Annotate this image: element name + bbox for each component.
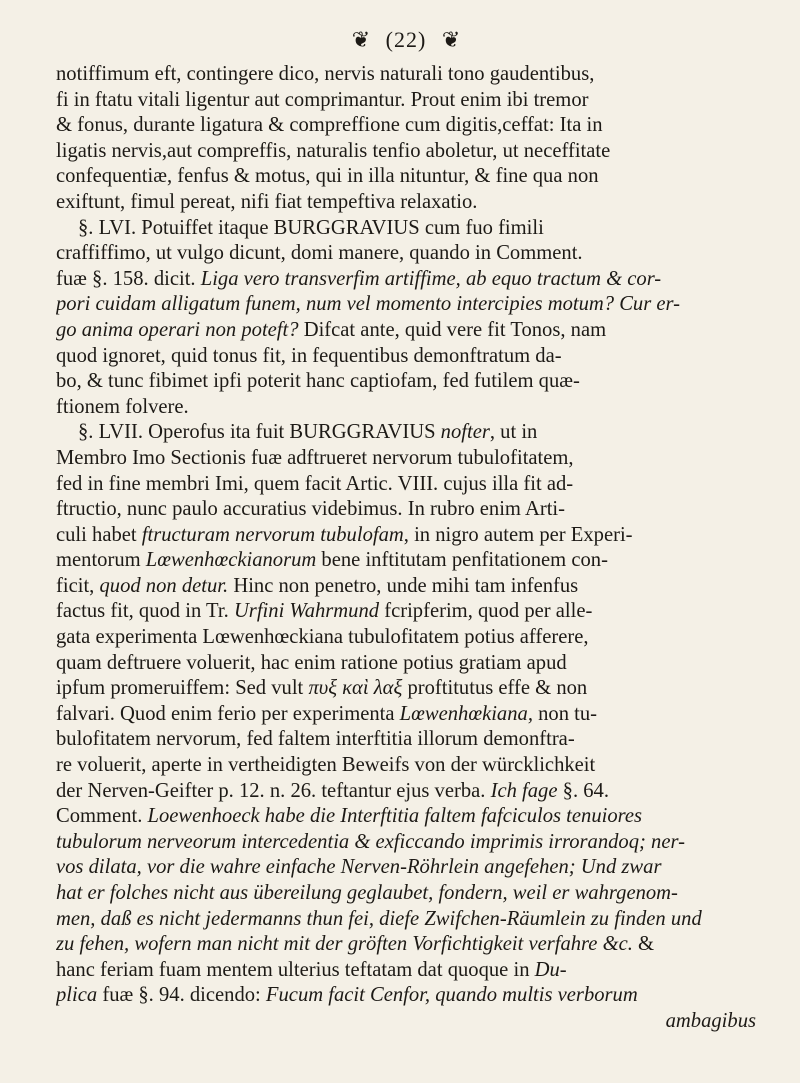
text-line xyxy=(56,113,756,139)
text-span: Comment. xyxy=(56,805,148,828)
text-span: confequentiæ, fenfus & motus, qui in illa nituntur, & fine qua non xyxy=(56,165,599,188)
italic-span: Urfini Wahrmund xyxy=(233,600,380,623)
text-span: notiffimum eft, contingere dico, nervis naturali tono gaudentibus, xyxy=(56,63,595,85)
text-span: mentorum xyxy=(56,549,146,572)
text-span: bulofitatem nervorum, fed faltem interftitia illorum demonftra- xyxy=(56,728,575,751)
text-line xyxy=(56,292,756,318)
text-line xyxy=(56,497,756,523)
text-line xyxy=(56,241,756,267)
text-line xyxy=(56,216,756,242)
italic-span: men, daß es nicht jedermanns thun fei, diefe Zwifchen-Räumlein zu finden und xyxy=(56,907,702,930)
text-line xyxy=(56,727,756,753)
text-line xyxy=(56,88,756,114)
text-line xyxy=(56,804,756,830)
text-line xyxy=(56,855,756,881)
text-span: fuæ §. 158. dicit. xyxy=(56,267,201,290)
fleuron-left-icon: ❦ xyxy=(351,26,371,52)
text-span: & xyxy=(632,933,655,956)
text-span: , in nigro autem per Experi- xyxy=(403,523,633,546)
italic-span: Loewenhoeck habe die Interftitia faltem fafciculos tenuiores xyxy=(147,805,643,828)
italic-span: tubulorum nerveorum intercedentia & exficcando imprimis irrorandoq; ner- xyxy=(56,830,685,853)
italic-span: ftructuram nervorum tubulofam xyxy=(141,523,404,546)
text-line xyxy=(56,420,756,446)
text-line xyxy=(56,599,756,625)
text-line xyxy=(56,369,756,395)
text-span: re voluerit, aperte in vertheidigten Beweifs von der würcklichkeit xyxy=(56,754,596,777)
text-span: Difcat ante, quid vere fit Tonos, nam xyxy=(298,318,607,341)
text-span: ftructio, nunc paulo accuratius videbimus. In rubro enim Arti- xyxy=(56,498,565,521)
italic-span: Lœwenhœckianorum xyxy=(145,549,317,572)
text-line xyxy=(56,1009,756,1035)
italic-span: hat er folches nicht aus übereilung geglaubet, fondern, weil er wahrgenom- xyxy=(56,882,678,904)
text-span: factus fit, quod in Tr. xyxy=(56,600,234,623)
text-line xyxy=(56,574,756,600)
text-line xyxy=(56,702,756,728)
text-span: der Nerven-Geifter p. 12. n. 26. teftantur ejus verba. xyxy=(56,779,491,802)
page-number: (22) xyxy=(385,26,427,52)
text-line xyxy=(56,190,756,216)
text-line xyxy=(56,548,756,574)
text-line xyxy=(56,625,756,651)
text-span: §. LVII. Operofus ita fuit BURGGRAVIUS xyxy=(78,421,441,444)
text-span: craffiffimo, ut vulgo dicunt, domi manere, quando in Comment. xyxy=(56,242,583,265)
italic-span: quod non detur. xyxy=(99,574,229,597)
text-line xyxy=(56,881,756,907)
text-line xyxy=(56,139,756,165)
text-span: hanc feriam fuam mentem ulterius teftatam dat quoque in xyxy=(56,958,535,981)
italic-span: plica xyxy=(56,984,98,1007)
italic-span: Lœwenhœkiana, xyxy=(399,702,533,725)
text-line xyxy=(56,446,756,472)
text-span: fed in fine membri Imi, quem facit Artic. VIII. cujus illa fit ad- xyxy=(56,472,574,495)
text-line xyxy=(56,395,756,421)
text-line xyxy=(56,472,756,498)
text-line xyxy=(56,907,756,933)
italic-span: pori cuidam alligatum funem, num vel momento intercipies motum? Cur er- xyxy=(56,293,680,316)
text-span: gata experimenta Lœwenhœckiana tubulofitatem potius afferere, xyxy=(56,626,589,649)
text-span: ligatis nervis,aut compreffis, naturalis tenfio aboletur, ut neceffitate xyxy=(56,139,611,162)
text-span: fuæ §. 94. dicendo: xyxy=(97,984,266,1007)
italic-span: Du- xyxy=(534,958,567,981)
text-line xyxy=(56,523,756,549)
italic-span: Fucum facit Cenfor, quando multis verborum xyxy=(265,984,638,1007)
text-span: §. LVI. Potuiffet itaque BURGGRAVIUS cum fuo fimili xyxy=(78,216,544,239)
text-span: & fonus, durante ligatura & compreffione cum digitis,ceffat: Ita in xyxy=(56,114,603,137)
text-line xyxy=(56,676,756,702)
italic-span: go anima operari non poteft? xyxy=(56,318,299,341)
italic-span: ambagibus xyxy=(665,1009,756,1032)
fleuron-right-icon: ❦ xyxy=(441,26,461,52)
italic-span: zu fehen, wofern man nicht mit der gröften Vorfichtigkeit verfahre &c. xyxy=(56,933,633,956)
text-span: ftionem folvere. xyxy=(56,395,189,418)
italic-span: Liga vero transverfim artiffime, ab equo tractum & cor- xyxy=(200,267,662,290)
text-span: Hinc non penetro, unde mihi tam infenfus xyxy=(228,574,579,597)
italic-span: nofter xyxy=(440,421,490,444)
text-line xyxy=(56,344,756,370)
text-span: bene inftitutam penfitationem con- xyxy=(316,549,608,572)
text-line xyxy=(56,779,756,805)
text-line xyxy=(56,958,756,984)
text-line xyxy=(56,164,756,190)
text-line xyxy=(56,830,756,856)
text-span: , ut in xyxy=(489,421,538,444)
text-line xyxy=(56,62,756,88)
text-span: quod ignoret, quid tonus fit, in fequentibus demonftratum da- xyxy=(56,344,562,367)
text-line xyxy=(56,318,756,344)
italic-span: πυξ καὶ λαξ xyxy=(308,677,403,700)
text-line xyxy=(56,983,756,1009)
text-span: ipfum promeruiffem: Sed vult xyxy=(56,677,309,700)
text-span: non tu- xyxy=(532,702,598,725)
text-line xyxy=(56,753,756,779)
text-span: culi habet xyxy=(56,523,142,546)
text-span: proftitutus effe & non xyxy=(402,677,588,700)
text-line xyxy=(56,651,756,677)
text-line xyxy=(56,932,756,958)
text-span: fcripferim, quod per alle- xyxy=(379,600,593,623)
text-span: Membro Imo Sectionis fuæ adftrueret nervorum tubulofitatem, xyxy=(56,446,574,469)
text-span: falvari. Quod enim ferio per experimenta xyxy=(56,702,400,725)
text-span: bo, & tunc fibimet ipfi poterit hanc captiofam, fed futilem quæ- xyxy=(56,370,580,393)
page-header xyxy=(56,18,756,62)
italic-span: Ich fage xyxy=(490,779,558,802)
text-span: §. 64. xyxy=(557,779,609,802)
text-span: fi in ftatu vitali ligentur aut comprimantur. Prout enim ibi tremor xyxy=(56,88,589,111)
text-span: exiftunt, fimul pereat, nifi fiat tempeftiva relaxatio. xyxy=(56,190,478,213)
italic-span: vos dilata, vor die wahre einfache Nerven-Röhrlein angefehen; Und zwar xyxy=(56,856,662,879)
text-line xyxy=(56,267,756,293)
text-span: quam deftruere voluerit, hac enim ratione potius gratiam apud xyxy=(56,651,567,674)
text-span: ficit, xyxy=(56,574,100,597)
body-text xyxy=(56,62,756,1035)
